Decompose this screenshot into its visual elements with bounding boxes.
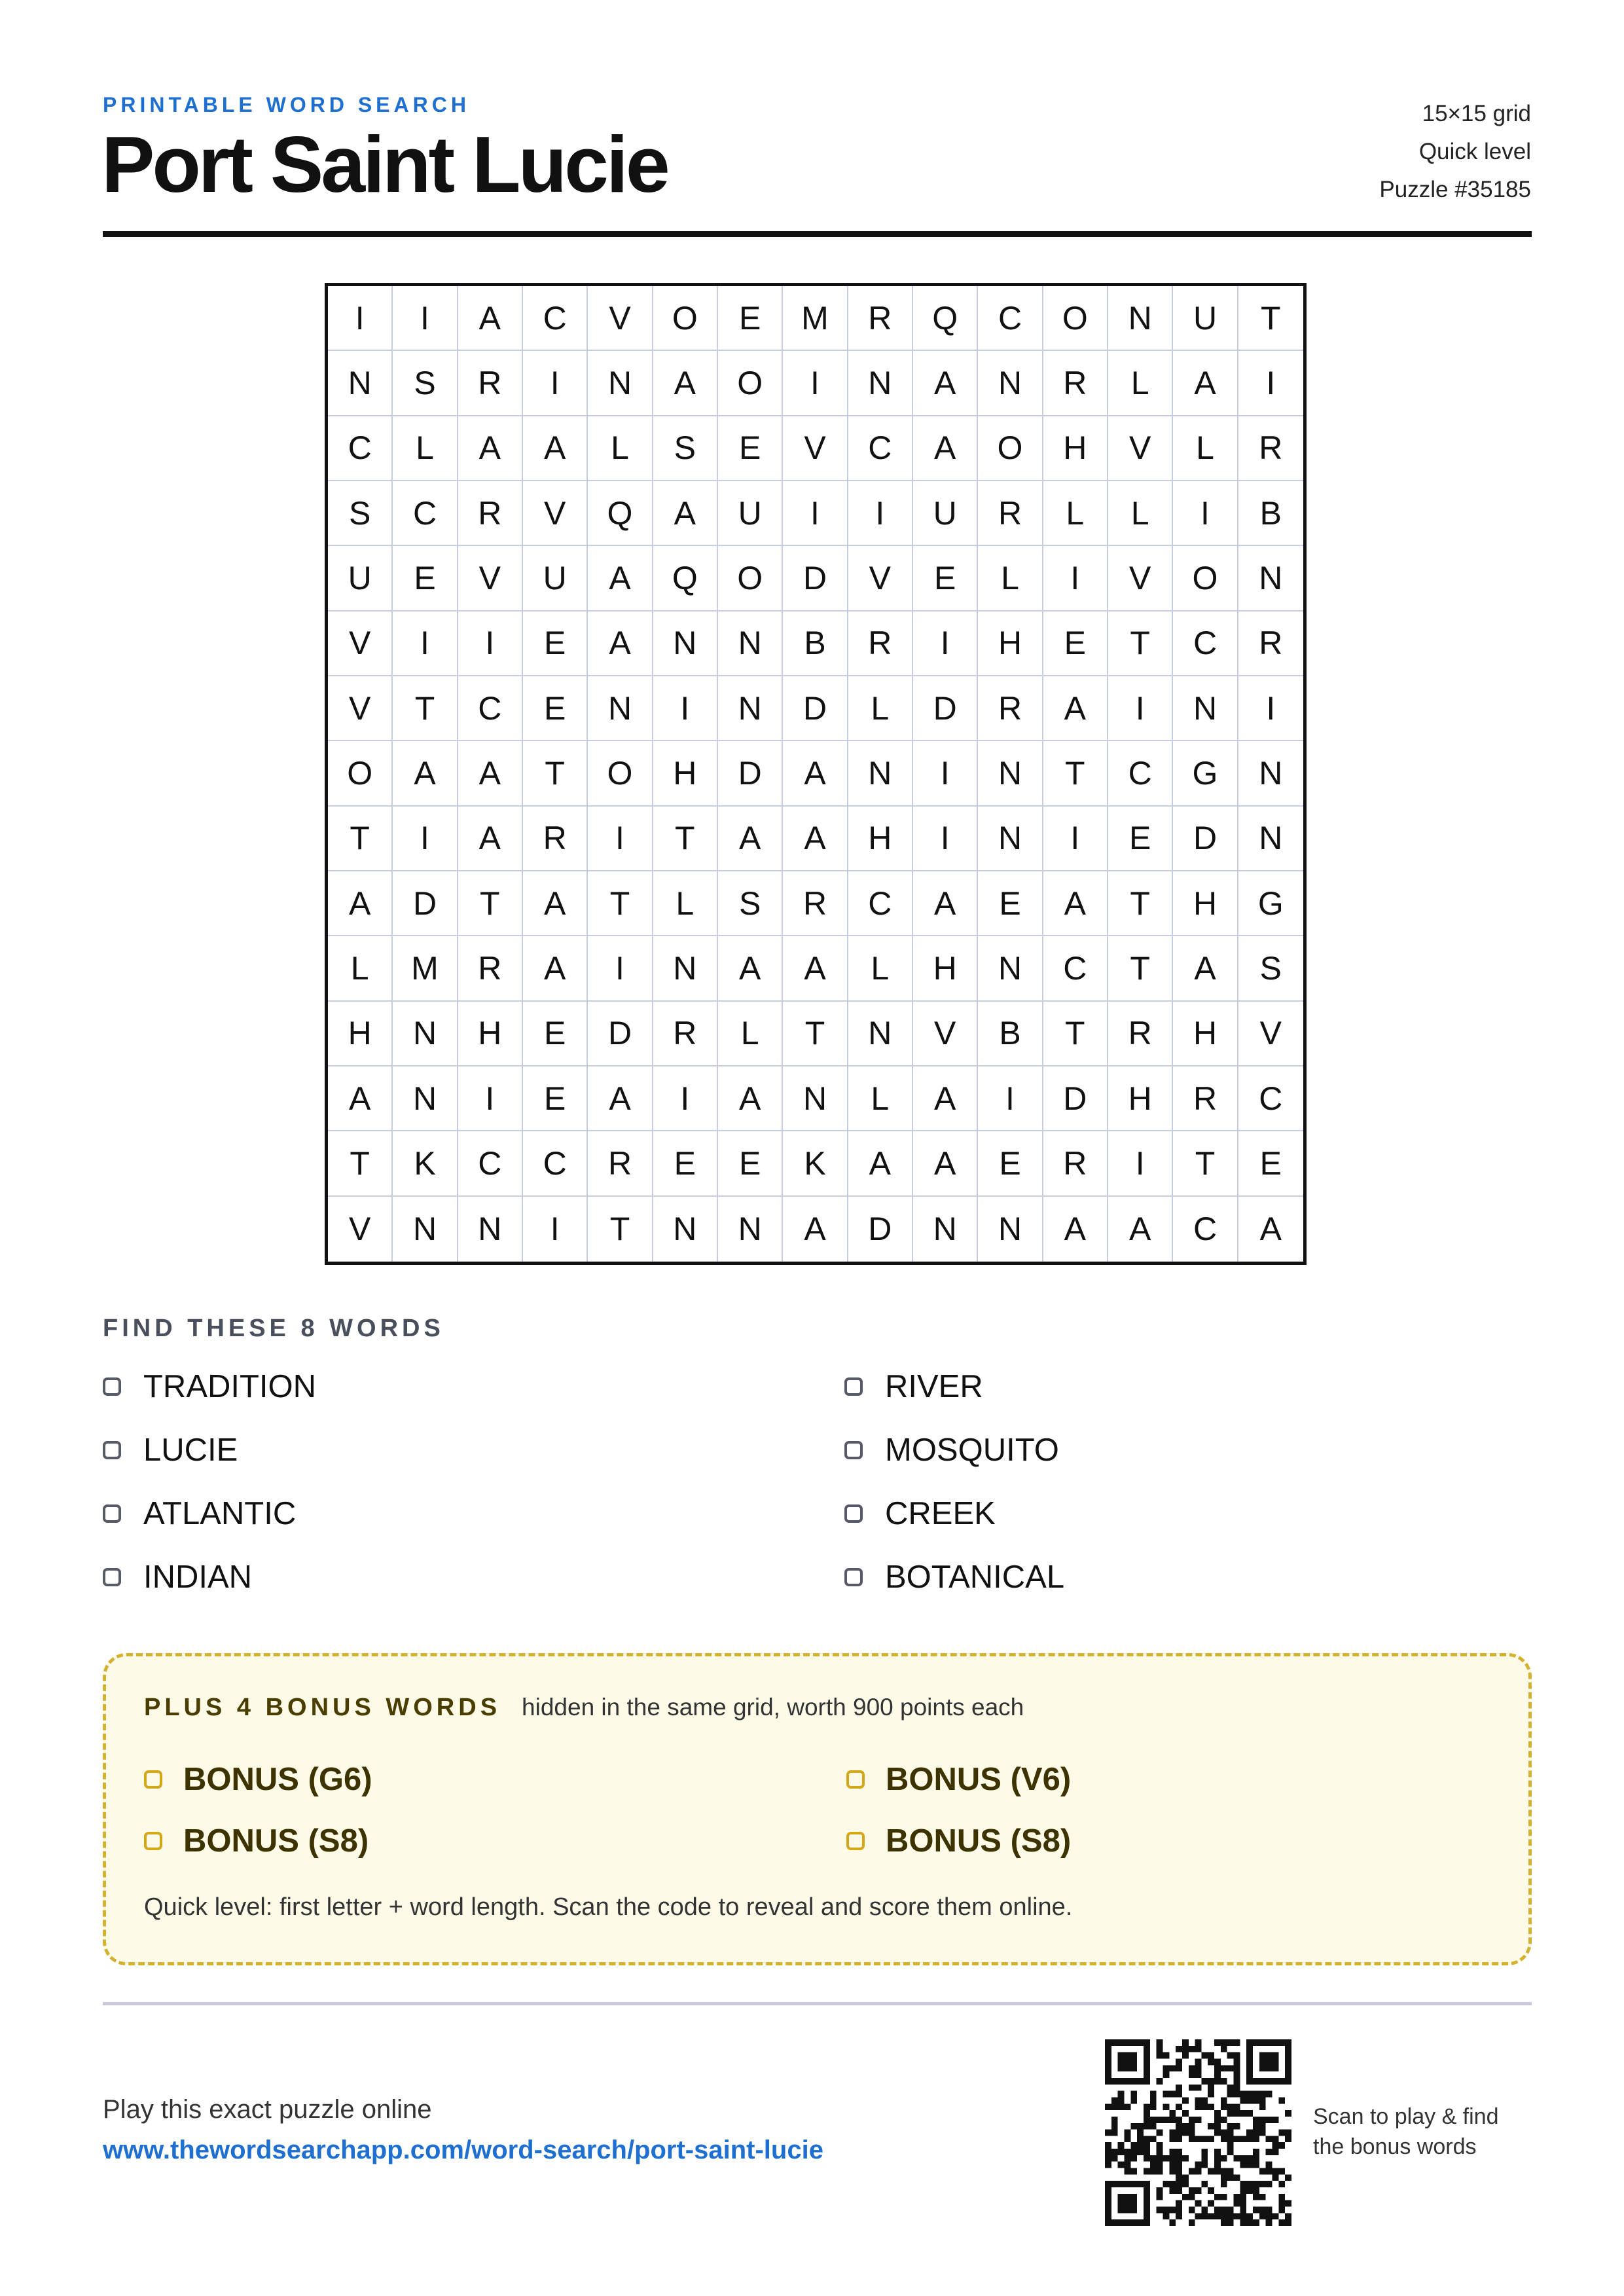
grid-cell[interactable]: R bbox=[848, 286, 913, 351]
checkbox-icon[interactable] bbox=[844, 1441, 863, 1459]
bonus-word-item[interactable] bbox=[846, 1823, 1071, 1859]
grid-cell[interactable]: R bbox=[523, 807, 588, 871]
grid-cell[interactable]: D bbox=[588, 1002, 653, 1066]
grid-cell[interactable]: N bbox=[653, 611, 718, 676]
grid-cell[interactable]: R bbox=[1238, 611, 1303, 676]
grid-cell[interactable]: N bbox=[393, 1197, 458, 1262]
grid-cell[interactable]: G bbox=[1173, 741, 1238, 806]
grid-cell[interactable]: H bbox=[1108, 1066, 1173, 1131]
grid-cell[interactable]: N bbox=[653, 1197, 718, 1262]
grid-cell[interactable]: T bbox=[1108, 611, 1173, 676]
grid-cell[interactable]: Q bbox=[913, 286, 978, 351]
grid-cell[interactable]: V bbox=[1108, 546, 1173, 611]
grid-cell[interactable]: I bbox=[913, 611, 978, 676]
grid-cell[interactable]: A bbox=[718, 1066, 783, 1131]
grid-cell[interactable]: L bbox=[1173, 416, 1238, 481]
grid-cell[interactable]: R bbox=[1108, 1002, 1173, 1066]
grid-cell[interactable]: A bbox=[913, 351, 978, 416]
grid-cell[interactable]: D bbox=[1173, 807, 1238, 871]
grid-cell[interactable]: R bbox=[978, 676, 1043, 741]
grid-cell[interactable]: A bbox=[783, 1197, 848, 1262]
grid-cell[interactable]: A bbox=[913, 871, 978, 936]
grid-cell[interactable]: L bbox=[1043, 481, 1108, 546]
grid-cell[interactable]: D bbox=[848, 1197, 913, 1262]
grid-cell[interactable]: T bbox=[588, 871, 653, 936]
grid-cell[interactable]: A bbox=[718, 807, 783, 871]
grid-cell[interactable]: C bbox=[523, 1131, 588, 1196]
grid-cell[interactable]: K bbox=[783, 1131, 848, 1196]
grid-cell[interactable]: E bbox=[1238, 1131, 1303, 1196]
grid-cell[interactable]: G bbox=[1238, 871, 1303, 936]
grid-cell[interactable]: I bbox=[1238, 676, 1303, 741]
grid-cell[interactable]: S bbox=[653, 416, 718, 481]
grid-cell[interactable]: A bbox=[718, 936, 783, 1001]
grid-cell[interactable]: T bbox=[458, 871, 523, 936]
grid-cell[interactable]: D bbox=[393, 871, 458, 936]
grid-cell[interactable]: N bbox=[1238, 546, 1303, 611]
grid-cell[interactable]: N bbox=[588, 351, 653, 416]
grid-cell[interactable]: A bbox=[1043, 676, 1108, 741]
grid-cell[interactable]: N bbox=[718, 676, 783, 741]
grid-cell[interactable]: E bbox=[1108, 807, 1173, 871]
grid-cell[interactable]: I bbox=[1238, 351, 1303, 416]
grid-cell[interactable]: E bbox=[718, 416, 783, 481]
scan-caption-line: Scan to play & find bbox=[1313, 2104, 1499, 2129]
grid-cell[interactable]: C bbox=[1238, 1066, 1303, 1131]
word-item[interactable] bbox=[103, 1432, 238, 1468]
grid-cell[interactable]: V bbox=[458, 546, 523, 611]
grid-cell[interactable]: H bbox=[458, 1002, 523, 1066]
grid-cell[interactable]: R bbox=[978, 481, 1043, 546]
checkbox-icon[interactable] bbox=[144, 1770, 162, 1789]
grid-cell[interactable]: I bbox=[523, 1197, 588, 1262]
grid-cell[interactable]: O bbox=[653, 286, 718, 351]
grid-cell[interactable]: A bbox=[328, 1066, 393, 1131]
grid-cell[interactable]: A bbox=[783, 936, 848, 1001]
grid-cell[interactable]: A bbox=[393, 741, 458, 806]
grid-cell[interactable]: C bbox=[393, 481, 458, 546]
grid-cell[interactable]: E bbox=[1043, 611, 1108, 676]
grid-cell[interactable]: R bbox=[653, 1002, 718, 1066]
grid-cell[interactable]: N bbox=[978, 351, 1043, 416]
grid-cell[interactable]: M bbox=[783, 286, 848, 351]
bonus-word-item[interactable] bbox=[846, 1761, 1071, 1798]
grid-cell[interactable]: D bbox=[1043, 1066, 1108, 1131]
grid-cell[interactable]: I bbox=[523, 351, 588, 416]
grid-cell[interactable]: C bbox=[1173, 611, 1238, 676]
word-label: RIVER bbox=[885, 1369, 983, 1404]
grid-cell[interactable]: R bbox=[848, 611, 913, 676]
word-item[interactable] bbox=[103, 1368, 316, 1405]
grid-cell[interactable]: O bbox=[1173, 546, 1238, 611]
grid-cell[interactable]: L bbox=[848, 676, 913, 741]
grid-cell[interactable]: H bbox=[1173, 1002, 1238, 1066]
grid-cell[interactable]: C bbox=[1173, 1197, 1238, 1262]
grid-cell[interactable]: T bbox=[523, 741, 588, 806]
grid-cell[interactable]: N bbox=[458, 1197, 523, 1262]
grid-cell[interactable]: N bbox=[1173, 676, 1238, 741]
grid-cell[interactable]: I bbox=[1108, 676, 1173, 741]
grid-cell[interactable]: Q bbox=[653, 546, 718, 611]
bonus-word-label: BONUS (V6) bbox=[886, 1762, 1072, 1797]
grid-cell[interactable]: H bbox=[978, 611, 1043, 676]
grid-cell[interactable]: A bbox=[588, 546, 653, 611]
grid-cell[interactable]: I bbox=[588, 807, 653, 871]
grid-cell[interactable]: D bbox=[718, 741, 783, 806]
play-online-label: Play this exact puzzle online bbox=[103, 2095, 432, 2124]
grid-cell[interactable]: N bbox=[718, 611, 783, 676]
grid-cell[interactable]: T bbox=[328, 807, 393, 871]
grid-cell[interactable]: I bbox=[458, 1066, 523, 1131]
grid-cell[interactable]: V bbox=[328, 676, 393, 741]
word-label: ATLANTIC bbox=[143, 1496, 297, 1531]
grid-cell[interactable]: A bbox=[458, 807, 523, 871]
grid-cell[interactable]: N bbox=[978, 936, 1043, 1001]
grid-cell[interactable]: E bbox=[523, 1066, 588, 1131]
word-list bbox=[103, 1368, 1532, 1630]
grid-cell[interactable]: U bbox=[1173, 286, 1238, 351]
grid-cell[interactable]: S bbox=[718, 871, 783, 936]
grid-cell[interactable]: H bbox=[653, 741, 718, 806]
grid-cell[interactable]: A bbox=[1259, 1211, 1282, 1248]
grid-cell[interactable]: A bbox=[913, 1131, 978, 1196]
grid-cell[interactable]: N bbox=[653, 936, 718, 1001]
word-item[interactable] bbox=[844, 1432, 1059, 1468]
checkbox-icon[interactable] bbox=[844, 1377, 863, 1396]
grid-cell[interactable]: S bbox=[393, 351, 458, 416]
grid-cell[interactable]: H bbox=[913, 936, 978, 1001]
grid-cell[interactable]: L bbox=[1108, 481, 1173, 546]
grid-cell[interactable]: L bbox=[848, 1066, 913, 1131]
grid-cell[interactable]: Q bbox=[588, 481, 653, 546]
grid-cell[interactable]: A bbox=[653, 481, 718, 546]
checkbox-icon[interactable] bbox=[846, 1832, 865, 1850]
grid-cell[interactable]: I bbox=[848, 481, 913, 546]
grid-cell[interactable]: L bbox=[1108, 351, 1173, 416]
grid-cell[interactable]: O bbox=[328, 741, 393, 806]
grid-cell[interactable]: A bbox=[523, 936, 588, 1001]
word-label: LUCIE bbox=[143, 1432, 238, 1468]
grid-cell[interactable]: A bbox=[1108, 1197, 1173, 1262]
qr-code-icon[interactable] bbox=[1105, 2039, 1291, 2226]
checkbox-icon[interactable] bbox=[103, 1504, 121, 1523]
grid-cell[interactable]: N bbox=[1238, 741, 1303, 806]
bonus-header bbox=[144, 1694, 1024, 1722]
bonus-subheading: hidden in the same grid, worth 900 points each bbox=[522, 1694, 1024, 1721]
grid-cell[interactable]: E bbox=[393, 546, 458, 611]
word-item[interactable] bbox=[844, 1368, 983, 1405]
grid-cell[interactable]: A bbox=[653, 351, 718, 416]
grid-cell[interactable]: D bbox=[783, 676, 848, 741]
grid-cell[interactable]: C bbox=[848, 871, 913, 936]
grid-cell[interactable]: E bbox=[978, 1131, 1043, 1196]
grid-cell[interactable]: E bbox=[523, 676, 588, 741]
grid-cell[interactable]: N bbox=[718, 1197, 783, 1262]
grid-cell[interactable]: L bbox=[328, 936, 393, 1001]
grid-cell[interactable]: T bbox=[328, 1131, 393, 1196]
grid-cell[interactable]: E bbox=[523, 1002, 588, 1066]
grid-cell[interactable]: A bbox=[1043, 871, 1108, 936]
grid-cell[interactable]: E bbox=[523, 611, 588, 676]
grid-cell[interactable]: A bbox=[458, 741, 523, 806]
grid-cell[interactable]: C bbox=[978, 286, 1043, 351]
grid-cell[interactable]: I bbox=[653, 676, 718, 741]
page-title: Port Saint Lucie bbox=[101, 120, 668, 209]
grid-cell[interactable]: N bbox=[913, 1197, 978, 1262]
grid-cell[interactable]: H bbox=[848, 807, 913, 871]
puzzle-meta bbox=[1379, 95, 1531, 209]
grid-cell[interactable]: C bbox=[458, 676, 523, 741]
grid-cell[interactable]: I bbox=[588, 936, 653, 1001]
grid-cell[interactable]: H bbox=[1173, 871, 1238, 936]
grid-cell[interactable]: R bbox=[1043, 351, 1108, 416]
grid-cell[interactable]: N bbox=[783, 1066, 848, 1131]
grid-cell[interactable]: V bbox=[1108, 416, 1173, 481]
grid-cell[interactable]: I bbox=[393, 611, 458, 676]
scan-caption bbox=[1313, 2102, 1499, 2162]
grid-cell[interactable]: O bbox=[718, 351, 783, 416]
word-list-heading: FIND THESE 8 WORDS bbox=[103, 1315, 444, 1342]
checkbox-icon[interactable] bbox=[103, 1377, 121, 1396]
grid-cell[interactable]: I bbox=[1108, 1131, 1173, 1196]
grid-cell[interactable]: B bbox=[1238, 481, 1303, 546]
grid-cell[interactable]: A bbox=[458, 286, 523, 351]
grid-cell[interactable]: V bbox=[328, 1197, 393, 1262]
grid-cell[interactable]: U bbox=[523, 546, 588, 611]
grid-cell[interactable]: I bbox=[913, 807, 978, 871]
grid-cell[interactable]: S bbox=[1238, 936, 1303, 1001]
grid-cell[interactable]: T bbox=[1238, 286, 1303, 351]
grid-cell[interactable]: T bbox=[1108, 871, 1173, 936]
letter-grid[interactable] bbox=[325, 283, 1307, 1265]
grid-cell[interactable]: U bbox=[913, 481, 978, 546]
grid-cell[interactable]: A bbox=[1043, 1197, 1108, 1262]
grid-cell[interactable]: N bbox=[328, 351, 393, 416]
word-item[interactable] bbox=[103, 1495, 296, 1532]
word-label: CREEK bbox=[885, 1496, 996, 1531]
grid-cell[interactable]: T bbox=[1173, 1131, 1238, 1196]
checkbox-icon[interactable] bbox=[103, 1441, 121, 1459]
grid-size: 15×15 grid bbox=[1422, 101, 1531, 126]
grid-cell[interactable]: L bbox=[848, 936, 913, 1001]
grid-cell[interactable]: B bbox=[978, 1002, 1043, 1066]
checkbox-icon[interactable] bbox=[103, 1568, 121, 1586]
grid-cell[interactable]: T bbox=[1043, 741, 1108, 806]
word-item[interactable] bbox=[103, 1559, 252, 1595]
grid-cell[interactable]: N bbox=[848, 741, 913, 806]
bonus-word-item[interactable] bbox=[144, 1761, 372, 1798]
grid-cell[interactable]: N bbox=[1108, 286, 1173, 351]
grid-cell[interactable]: I bbox=[328, 286, 393, 351]
grid-cell[interactable]: A bbox=[523, 871, 588, 936]
grid-cell[interactable]: N bbox=[848, 1002, 913, 1066]
grid-cell[interactable]: H bbox=[1043, 416, 1108, 481]
scan-caption-line: the bonus words bbox=[1313, 2134, 1477, 2159]
grid-cell[interactable]: E bbox=[913, 546, 978, 611]
grid-cell[interactable]: C bbox=[1108, 741, 1173, 806]
puzzle-url-link[interactable]: www.thewordsearchapp.com/word-search/port-saint-lucie bbox=[103, 2136, 823, 2164]
grid-cell[interactable]: I bbox=[1043, 546, 1108, 611]
bonus-word-label: BONUS (S8) bbox=[183, 1823, 369, 1859]
grid-cell[interactable]: C bbox=[523, 286, 588, 351]
grid-cell[interactable]: E bbox=[978, 871, 1043, 936]
grid-cell[interactable]: K bbox=[393, 1131, 458, 1196]
grid-cell[interactable]: A bbox=[913, 1066, 978, 1131]
grid-cell[interactable]: L bbox=[978, 546, 1043, 611]
grid-cell[interactable]: A bbox=[458, 416, 523, 481]
grid-cell[interactable]: R bbox=[1043, 1131, 1108, 1196]
bonus-panel bbox=[103, 1653, 1532, 1965]
grid-cell[interactable]: O bbox=[978, 416, 1043, 481]
grid-cell[interactable]: V bbox=[328, 611, 393, 676]
grid-cell[interactable]: T bbox=[1108, 936, 1173, 1001]
grid-cell[interactable]: R bbox=[783, 871, 848, 936]
grid-cell[interactable]: N bbox=[1238, 807, 1303, 871]
grid-cell[interactable]: N bbox=[978, 807, 1043, 871]
grid-cell[interactable]: I bbox=[913, 741, 978, 806]
bonus-heading: PLUS 4 BONUS WORDS bbox=[144, 1694, 501, 1721]
grid-cell[interactable]: L bbox=[588, 416, 653, 481]
word-item[interactable] bbox=[844, 1559, 1064, 1595]
grid-cell[interactable]: L bbox=[653, 871, 718, 936]
grid-cell[interactable]: R bbox=[458, 351, 523, 416]
grid-cell[interactable]: T bbox=[783, 1002, 848, 1066]
word-item[interactable] bbox=[844, 1495, 996, 1532]
checkbox-icon[interactable] bbox=[844, 1568, 863, 1586]
grid-cell[interactable]: I bbox=[653, 1066, 718, 1131]
grid-cell[interactable]: A bbox=[328, 871, 393, 936]
grid-cell[interactable]: D bbox=[913, 676, 978, 741]
grid-cell[interactable]: N bbox=[588, 676, 653, 741]
grid-cell[interactable]: E bbox=[718, 1131, 783, 1196]
checkbox-icon[interactable] bbox=[144, 1832, 162, 1850]
bonus-word-label: BONUS (S8) bbox=[886, 1823, 1072, 1859]
grid-cell[interactable]: M bbox=[393, 936, 458, 1001]
grid-cell[interactable]: R bbox=[458, 481, 523, 546]
word-label: MOSQUITO bbox=[885, 1432, 1059, 1468]
checkbox-icon[interactable] bbox=[844, 1504, 863, 1523]
footer-divider bbox=[103, 2002, 1532, 2005]
grid-cell[interactable]: I bbox=[393, 286, 458, 351]
grid-cell[interactable]: I bbox=[393, 807, 458, 871]
word-label: BOTANICAL bbox=[885, 1559, 1065, 1595]
grid-cell[interactable]: I bbox=[978, 1066, 1043, 1131]
grid-cell[interactable]: I bbox=[458, 611, 523, 676]
grid-cell[interactable]: V bbox=[783, 416, 848, 481]
grid-cell[interactable]: N bbox=[848, 351, 913, 416]
grid-cell[interactable]: U bbox=[328, 546, 393, 611]
bonus-note: Quick level: first letter + word length. Scan the code to reveal and score them online. bbox=[144, 1893, 1073, 1921]
grid-cell[interactable]: O bbox=[718, 546, 783, 611]
word-label: TRADITION bbox=[143, 1369, 317, 1404]
grid-cell[interactable]: I bbox=[783, 351, 848, 416]
grid-cell[interactable]: T bbox=[1043, 1002, 1108, 1066]
difficulty-level: Quick level bbox=[1418, 139, 1531, 164]
grid-cell[interactable]: N bbox=[393, 1066, 458, 1131]
grid-cell[interactable]: B bbox=[783, 611, 848, 676]
grid-cell[interactable]: I bbox=[1173, 481, 1238, 546]
grid-cell[interactable]: A bbox=[588, 611, 653, 676]
grid-cell[interactable]: T bbox=[653, 807, 718, 871]
grid-cell[interactable]: E bbox=[653, 1131, 718, 1196]
grid-cell[interactable]: U bbox=[718, 481, 783, 546]
grid-cell[interactable]: E bbox=[718, 286, 783, 351]
grid-cell[interactable]: C bbox=[458, 1131, 523, 1196]
grid-cell[interactable]: R bbox=[1238, 416, 1303, 481]
grid-cell[interactable]: A bbox=[913, 416, 978, 481]
grid-cell[interactable]: V bbox=[848, 546, 913, 611]
header-kicker: PRINTABLE WORD SEARCH bbox=[103, 93, 470, 117]
grid-cell[interactable]: L bbox=[393, 416, 458, 481]
grid-cell[interactable]: S bbox=[328, 481, 393, 546]
grid-cell[interactable]: V bbox=[913, 1002, 978, 1066]
grid-cell[interactable]: I bbox=[783, 481, 848, 546]
grid-cell[interactable]: V bbox=[1238, 1002, 1303, 1066]
grid-cell[interactable]: C bbox=[848, 416, 913, 481]
checkbox-icon[interactable] bbox=[846, 1770, 865, 1789]
grid-cell[interactable]: A bbox=[783, 807, 848, 871]
grid-cell[interactable]: N bbox=[978, 1197, 1043, 1262]
bonus-word-item[interactable] bbox=[144, 1823, 369, 1859]
grid-cell[interactable]: A bbox=[1173, 351, 1238, 416]
grid-cell[interactable]: T bbox=[588, 1197, 653, 1262]
puzzle-number: Puzzle #35185 bbox=[1379, 177, 1531, 202]
header-divider bbox=[103, 231, 1532, 237]
grid-cell[interactable]: C bbox=[328, 416, 393, 481]
grid-cell[interactable]: A bbox=[783, 741, 848, 806]
grid-cell[interactable]: L bbox=[718, 1002, 783, 1066]
grid-cell[interactable]: R bbox=[1173, 1066, 1238, 1131]
grid-cell[interactable]: T bbox=[393, 676, 458, 741]
bonus-word-label: BONUS (G6) bbox=[183, 1762, 372, 1797]
grid-cell[interactable]: I bbox=[1043, 807, 1108, 871]
grid-cell[interactable]: O bbox=[1043, 286, 1108, 351]
grid-cell[interactable]: V bbox=[523, 481, 588, 546]
word-label: INDIAN bbox=[143, 1559, 253, 1595]
grid-cell[interactable]: V bbox=[588, 286, 653, 351]
grid-cell[interactable]: R bbox=[458, 936, 523, 1001]
grid-cell[interactable]: A bbox=[588, 1066, 653, 1131]
grid-cell[interactable]: N bbox=[978, 741, 1043, 806]
grid-cell[interactable]: A bbox=[1173, 936, 1238, 1001]
grid-cell[interactable]: H bbox=[328, 1002, 393, 1066]
grid-cell[interactable]: R bbox=[588, 1131, 653, 1196]
grid-cell[interactable]: O bbox=[588, 741, 653, 806]
grid-cell[interactable]: A bbox=[523, 416, 588, 481]
grid-cell[interactable]: N bbox=[393, 1002, 458, 1066]
grid-cell[interactable]: D bbox=[783, 546, 848, 611]
grid-cell[interactable]: C bbox=[1043, 936, 1108, 1001]
grid-cell[interactable]: A bbox=[848, 1131, 913, 1196]
